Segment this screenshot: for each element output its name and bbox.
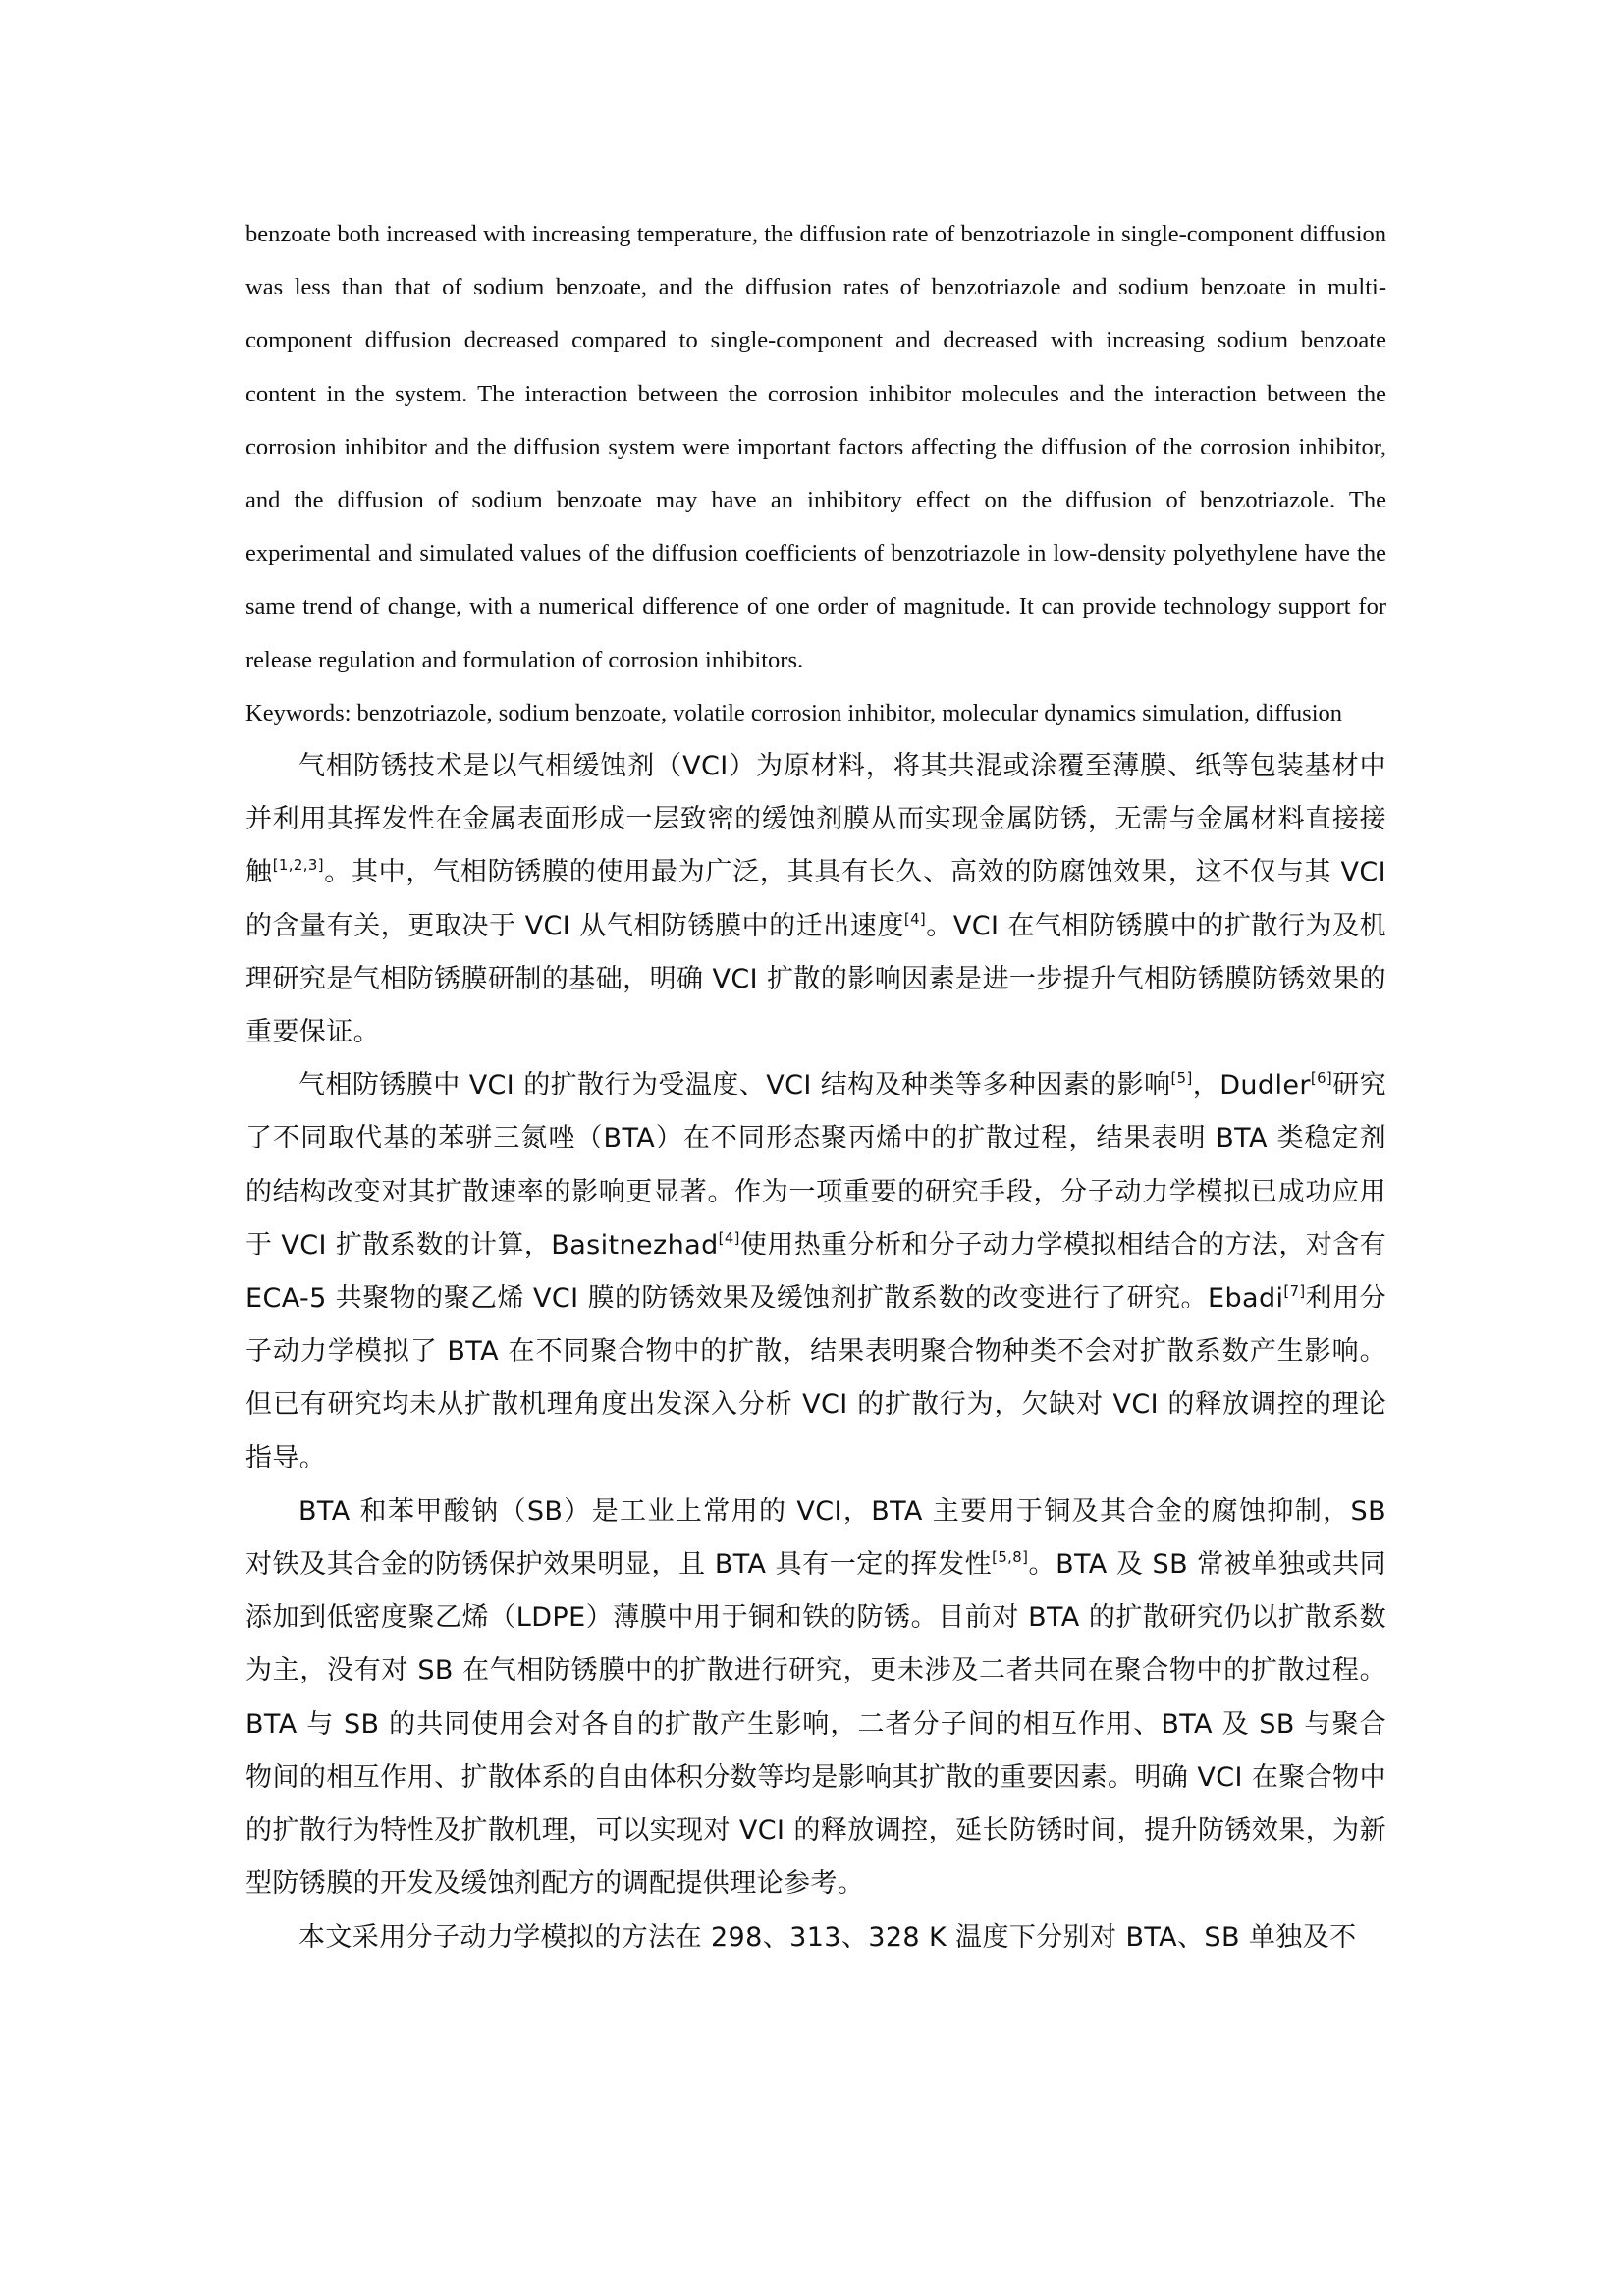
citation-ref: [4] xyxy=(718,1228,740,1247)
p2-text-c: 研究了不同取代基的苯骈三氮唑（BTA）在不同形态聚丙烯中的扩散过程，结果表明 BTA 类稳定剂的结构改变对其扩散速率的影响更显著。作为一项重要的研究手段，分子动力学模拟已成功应用于 VCI 扩散系数的计算，Basitnezhad xyxy=(245,1070,1386,1260)
p2-text-a: 气相防锈膜中 VCI 的扩散行为受温度、VCI 结构及种类等多种因素的影响 xyxy=(298,1070,1171,1101)
p1-text-c: 。VCI 在气相防锈膜中的扩散行为及机理研究是气相防锈膜研制的基础，明确 VCI 扩散的影响因素是进一步提升气相防锈膜防锈效果的重要保证。 xyxy=(245,910,1387,1048)
p4-text-a: 本文采用分子动力学模拟的方法在 298、313、328 K 温度下分别对 BTA、SB 单独及不 xyxy=(298,1921,1357,1952)
citation-ref: [7] xyxy=(1283,1281,1306,1300)
keywords-text: benzotriazole, sodium benzoate, volatile corrosion inhibitor, molecular dynamics simulation, diffusion xyxy=(356,699,1343,726)
citation-ref: [5] xyxy=(1170,1069,1193,1088)
abstract-english: benzoate both increased with increasing temperature, the diffusion rate of benzotriazole in single-component diffusion was less than that of sodium benzoate, and the diffusion rates of benzotriazole and sodium benzoate in multi-component diffusion decreased compared to single-component and decreased with increasing sodium benzoate content in the system. The interaction between the corrosion inhibitor molecules and the interaction between the corrosion inhibitor and the diffusion system were important factors affecting the diffusion of the corrosion inhibitor, and the diffusion of sodium benzoate may have an inhibitory effect on the diffusion of benzotriazole. The experimental and simulated values of the diffusion coefficients of benzotriazole in low-density polyethylene have the same trend of change, with a numerical difference of one order of magnitude. It can provide technology support for release regulation and formulation of corrosion inhibitors. xyxy=(245,221,1386,673)
p3-text-a: BTA 和苯甲酸钠（SB）是工业上常用的 VCI，BTA 主要用于铜及其合金的腐蚀抑制，SB 对铁及其合金的防锈保护效果明显，且 BTA 具有一定的挥发性 xyxy=(245,1495,1386,1580)
intro-paragraph-2 xyxy=(245,1059,1386,1485)
citation-ref: [6] xyxy=(1310,1069,1333,1088)
citation-ref: [5,8] xyxy=(992,1547,1029,1566)
p1-text-a: 气相防锈技术是以气相缓蚀剂（VCI）为原材料，将其共混或涂覆至薄膜、纸等包装基材中并利用其挥发性在金属表面形成一层致密的缓蚀剂膜从而实现金属防锈，无需与金属材料直接接触 xyxy=(245,751,1386,888)
p3-text-b: 。BTA 及 SB 常被单独或共同添加到低密度聚乙烯（LDPE）薄膜中用于铜和铁的防锈。目前对 BTA 的扩散研究仍以扩散系数为主，没有对 SB 在气相防锈膜中的扩散进行研究，更未涉及二者共同在聚合物中的扩散过程。BTA 与 SB 的共同使用会对各自的扩散产生影响，二者分子间的相互作用、BTA 及 SB 与聚合物间的相互作用、扩散体系的自由体积分数等均是影响其扩散的重要因素。明确 VCI 在聚合物中的扩散行为特性及扩散机理，可以实现对 VCI 的释放调控，延长防锈时间，提升防锈效果，为新型防锈膜的开发及缓蚀剂配方的调配提供理论参考。 xyxy=(245,1549,1386,1899)
intro-paragraph-1 xyxy=(245,740,1386,1059)
p2-text-d: 使用热重分析和分子动力学模拟相结合的方法，对含有 ECA-5 共聚物的聚乙烯 VCI 膜的防锈效果及缓蚀剂扩散系数的改变进行了研究。Ebadi xyxy=(245,1229,1386,1314)
p2-text-e: 利用分子动力学模拟了 BTA 在不同聚合物中的扩散，结果表明聚合物种类不会对扩散系数产生影响。但已有研究均未从扩散机理角度出发深入分析 VCI 的扩散行为，欠缺对 VCI 的释放调控的理论指导。 xyxy=(245,1283,1386,1473)
intro-paragraph-4 xyxy=(245,1911,1386,1964)
keywords-label: Keywords: xyxy=(245,699,352,726)
intro-paragraph-3 xyxy=(245,1485,1386,1911)
p2-text-b: ，Dudler xyxy=(1192,1070,1311,1101)
p1-text-b: 。其中，气相防锈膜的使用最为广泛，其具有长久、高效的防腐蚀效果，这不仅与其 VCI 的含量有关，更取决于 VCI 从气相防锈膜中的迁出速度 xyxy=(245,857,1386,941)
keywords-line xyxy=(245,687,1386,740)
page-body xyxy=(245,208,1386,1964)
citation-ref: [4] xyxy=(903,909,927,928)
citation-ref: [1,2,3] xyxy=(272,856,324,875)
